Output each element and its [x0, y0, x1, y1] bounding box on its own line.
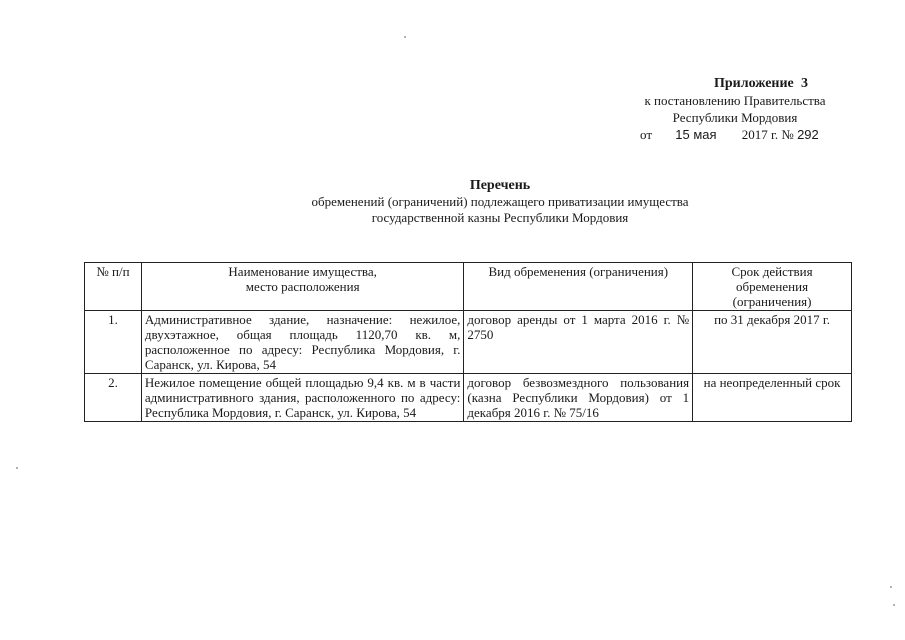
- appendix-line1: к постановлению Правительства: [644, 93, 826, 108]
- encumbrance-table: [84, 262, 852, 422]
- date-day: 15 мая: [675, 127, 717, 142]
- row-name: Административное здание, назначение: нежилое, двухэтажное, общая площадь 1120,70 кв. м, расположенное по адресу: Республика Мордовия, г. Саранск, ул. Кирова, 54: [141, 311, 464, 374]
- header-type: Вид обременения (ограничения): [464, 263, 693, 311]
- scan-speck: [893, 604, 895, 606]
- row-type: договор аренды от 1 марта 2016 г. № 2750: [464, 311, 693, 374]
- doc-number: 292: [797, 127, 819, 142]
- row-num: 1.: [85, 311, 142, 374]
- header-num: № п/п: [85, 263, 142, 311]
- table-row: [85, 311, 852, 374]
- appendix-block: [600, 74, 870, 143]
- row-name: Нежилое помещение общей площадью 9,4 кв. м в части административного здания, расположенного по адресу: Республика Мордовия, г. Саранск, ул. Кирова, 54: [141, 374, 464, 422]
- scan-speck: [404, 36, 406, 38]
- header-name-line2: место расположения: [245, 279, 360, 294]
- row-term: по 31 декабря 2017 г.: [693, 311, 852, 374]
- date-year: 2017 г. №: [741, 127, 794, 142]
- appendix-line2: Республики Мордовия: [672, 110, 798, 125]
- document-heading: [200, 178, 800, 226]
- header-name: [141, 263, 464, 311]
- appendix-title: Приложение 3: [713, 76, 809, 91]
- scan-speck: [16, 467, 18, 469]
- document-subtitle-line2: государственной казны Республики Мордовия: [371, 210, 629, 225]
- document-subtitle-line1: обременений (ограничений) подлежащего приватизации имущества: [311, 194, 689, 209]
- row-type: договор безвозмездного пользования (казна Республики Мордовия) от 1 декабря 2016 г. № 75/16: [464, 374, 693, 422]
- header-name-line1: Наименование имущества,: [228, 264, 377, 279]
- scan-speck: [890, 586, 892, 588]
- table-header-row: [85, 263, 852, 311]
- document-title: Перечень: [469, 178, 531, 193]
- row-term: на неопределенный срок: [693, 374, 852, 422]
- header-term: Срок действия обременения (ограничения): [693, 263, 852, 311]
- appendix-date-line: [600, 126, 870, 143]
- table-row: [85, 374, 852, 422]
- date-prefix: от: [640, 127, 653, 142]
- row-num: 2.: [85, 374, 142, 422]
